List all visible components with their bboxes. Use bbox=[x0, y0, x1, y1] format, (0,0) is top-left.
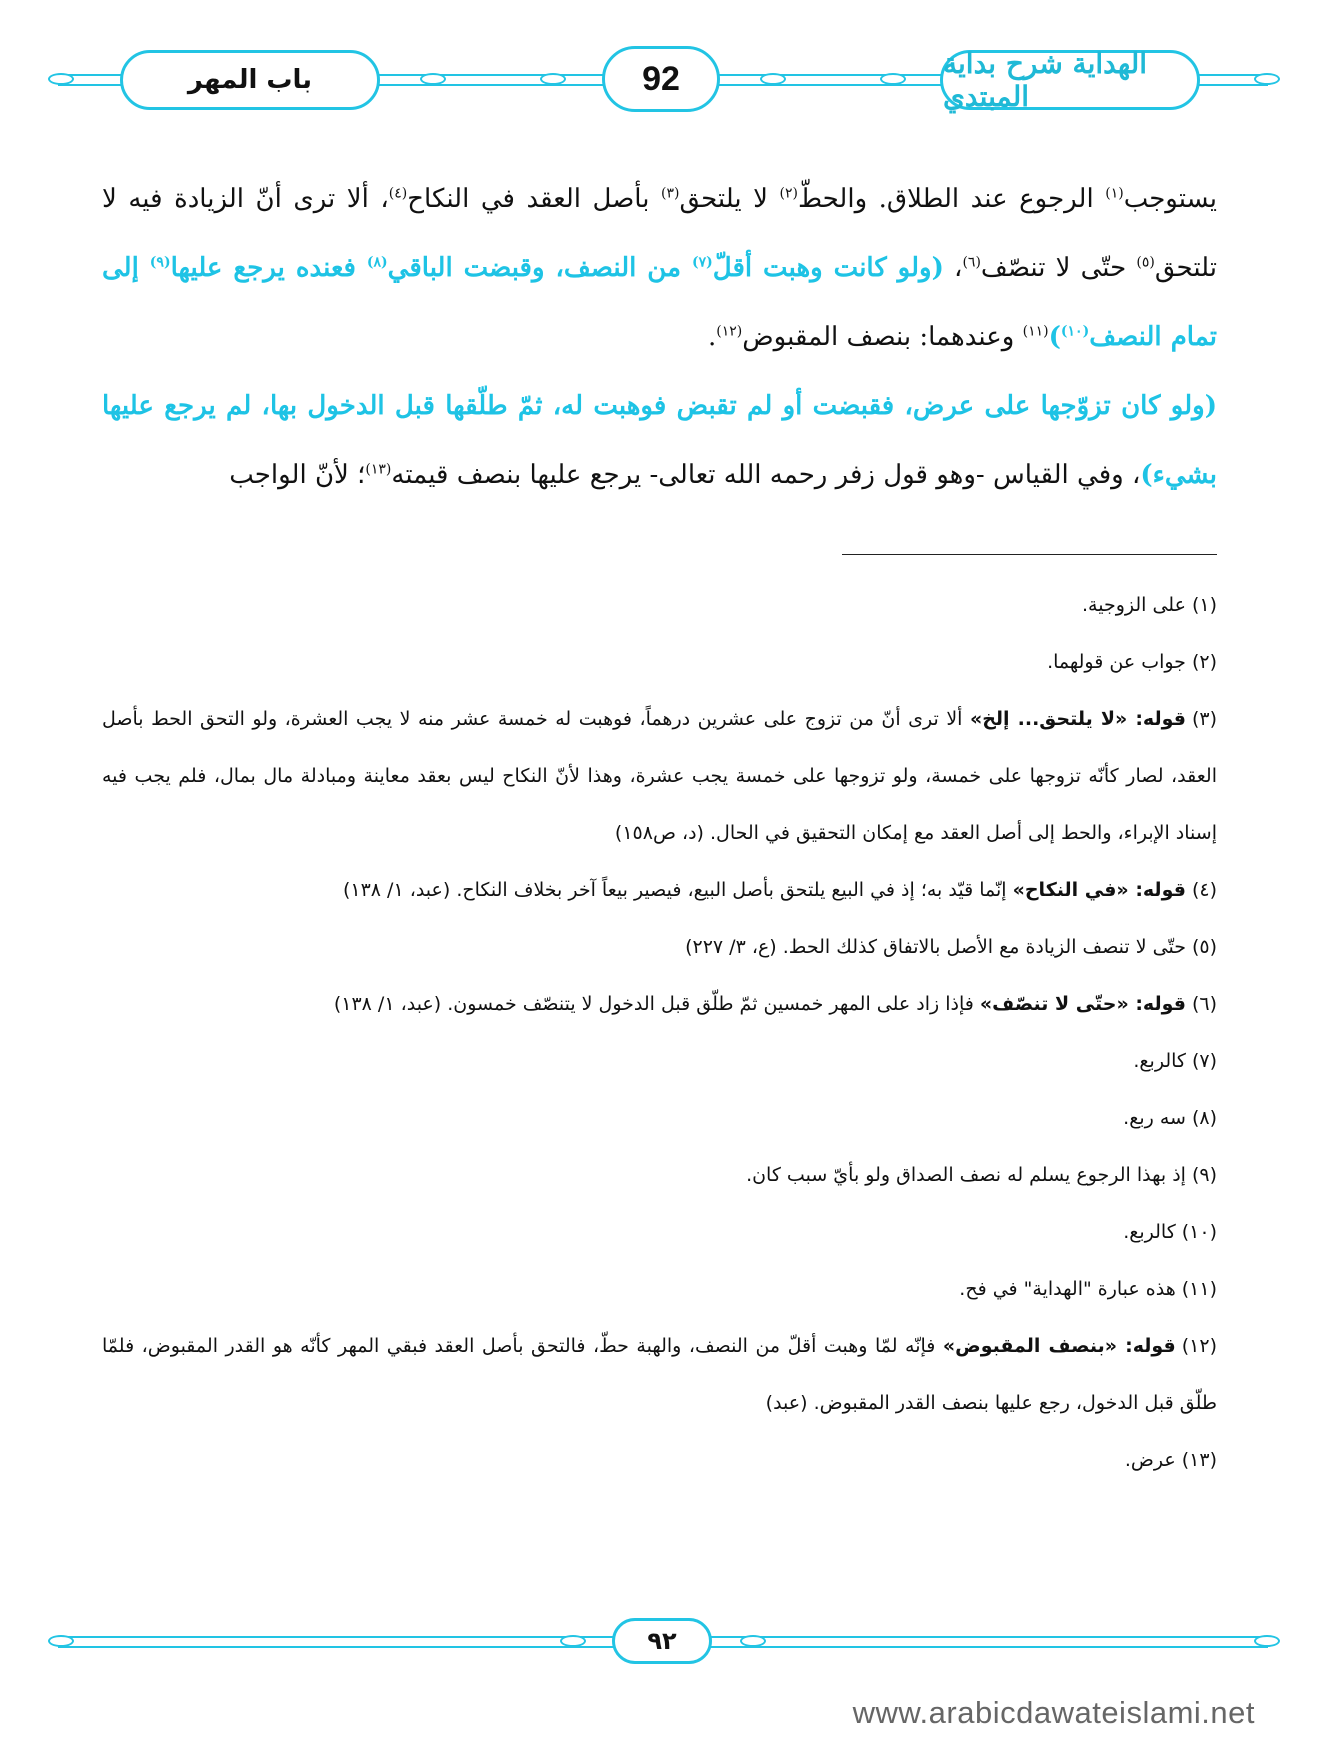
book-title: الهداية شرح بداية المبتدي bbox=[940, 50, 1200, 110]
footnote-text: كالربع. bbox=[1123, 1221, 1176, 1243]
footnote-ref: (١٠) bbox=[1060, 323, 1090, 340]
footnote-ref: (١١) bbox=[1022, 323, 1049, 340]
footnote-6 bbox=[102, 976, 1217, 1033]
footnote-text: كالربع. bbox=[1133, 1050, 1186, 1072]
footnote-3 bbox=[102, 691, 1217, 862]
footnote-number: (٧) bbox=[1191, 1050, 1217, 1072]
footnote-7 bbox=[102, 1033, 1217, 1090]
footnote-ref: (٤) bbox=[388, 185, 408, 202]
footnote-ref: (٥) bbox=[1136, 254, 1155, 271]
footnote-9 bbox=[102, 1147, 1217, 1204]
text-run: حتّى لا تنصّف bbox=[980, 253, 1137, 283]
right-ornament-icon bbox=[1254, 1635, 1280, 1647]
page-number: 92 bbox=[602, 46, 720, 112]
footnote-11 bbox=[102, 1261, 1217, 1318]
footnote-ref: (٧) bbox=[691, 254, 713, 271]
footnote-text: فإنّه لمّا وهبت أقلّ من النصف، والهبة حطّ، فالتحق بأصل العقد فبقي المهر كأنّه هو القدر المقبوض، فلمّا طلّق قبل الدخول، رجع عليها بنصف القدر المقبوض. (عبد) bbox=[102, 1335, 1217, 1414]
footnote-text: سه ربع. bbox=[1123, 1107, 1186, 1129]
footnote-number: (١٣) bbox=[1181, 1449, 1217, 1471]
text-run: ، bbox=[943, 253, 963, 283]
ornament-icon bbox=[880, 73, 906, 85]
footnote-ref: (١٢) bbox=[716, 323, 743, 340]
matn-text: (ولو كانت وهبت أقلّ bbox=[712, 253, 944, 283]
footnote-5 bbox=[102, 919, 1217, 976]
matn-text: (ولو كان تزوّجها على عرض، فقبضت أو لم تقبض فوهبت له، ثمّ طلّقها قبل الدخول بها، لم يرجع عليها بشيء) bbox=[102, 391, 1217, 490]
footnote-text: إذ بهذا الرجوع يسلم له نصف الصداق ولو بأيّ سبب كان. bbox=[746, 1164, 1186, 1186]
footnote-text: هذه عبارة "الهداية" في فح. bbox=[959, 1278, 1176, 1300]
matn-text: إلى تمام النصف bbox=[102, 253, 1217, 352]
footnote-label: قوله: «لا يلتحق... إلخ» bbox=[969, 708, 1186, 730]
footnote-4 bbox=[102, 862, 1217, 919]
footer-page-number: ٩٢ bbox=[612, 1618, 712, 1664]
text-run: يستوجب bbox=[1123, 184, 1217, 214]
website-url: www.arabicdawateislami.net bbox=[852, 1695, 1255, 1730]
footnote-text: حتّى لا تنصف الزيادة مع الأصل بالاتفاق كذلك الحط. (ع، ٣/ ٢٢٧) bbox=[685, 936, 1186, 958]
footnote-ref: (١٣) bbox=[365, 461, 392, 478]
footnote-number: (٩) bbox=[1191, 1164, 1217, 1186]
paragraph-1 bbox=[102, 165, 1217, 372]
footnote-number: (٣) bbox=[1191, 708, 1217, 730]
footnote-label: قوله: «بنصف المقبوض» bbox=[942, 1335, 1176, 1357]
footnote-2 bbox=[102, 634, 1217, 691]
matn-text: من النصف، وقبضت الباقي bbox=[387, 253, 692, 283]
page-footer bbox=[0, 1580, 1325, 1760]
footnote-8 bbox=[102, 1090, 1217, 1147]
text-run: لا يلتحق bbox=[679, 184, 780, 214]
footnote-ref: (٨) bbox=[366, 254, 388, 271]
footnote-ref: (٦) bbox=[962, 254, 981, 271]
ornament-icon bbox=[760, 73, 786, 85]
footnote-text: إنّما قيّد به؛ إذ في البيع يلتحق بأصل البيع، فيصير بيعاً آخر بخلاف النكاح. (عبد، ١/ ١٣٨) bbox=[342, 879, 1013, 901]
text-run: . bbox=[707, 322, 717, 352]
footnote-number: (١٢) bbox=[1181, 1335, 1217, 1357]
footnote-label: قوله: «في النكاح» bbox=[1012, 879, 1186, 901]
paragraph-2 bbox=[102, 372, 1217, 510]
footnote-text: جواب عن قولهما. bbox=[1047, 651, 1186, 673]
footnote-text: فإذا زاد على المهر خمسين ثمّ طلّق قبل الدخول لا يتنصّف خمسون. (عبد، ١/ ١٣٨) bbox=[333, 993, 980, 1015]
matn-text: فعنده يرجع عليها bbox=[170, 253, 367, 283]
footnote-10 bbox=[102, 1204, 1217, 1261]
ornament-icon bbox=[540, 73, 566, 85]
left-ornament-icon bbox=[48, 73, 74, 85]
footnote-number: (٨) bbox=[1191, 1107, 1217, 1129]
footnotes bbox=[102, 577, 1217, 1489]
text-run: ، ألا ترى أنّ الزيادة فيه لا تلتحق bbox=[102, 184, 1218, 283]
footnote-label: قوله: «حتّى لا تنصّف» bbox=[979, 993, 1186, 1015]
text-run: ؛ لأنّ الواجب bbox=[229, 460, 366, 490]
ornament-icon bbox=[740, 1635, 766, 1647]
footnote-number: (١١) bbox=[1181, 1278, 1217, 1300]
text-run: بأصل العقد في النكاح bbox=[407, 184, 661, 214]
footnote-text: عرض. bbox=[1124, 1449, 1176, 1471]
footnote-number: (٤) bbox=[1191, 879, 1217, 901]
footnote-ref: (٢) bbox=[779, 185, 798, 202]
text-run: وعندهما: بنصف المقبوض bbox=[742, 322, 1023, 352]
ornament-icon bbox=[560, 1635, 586, 1647]
page-header bbox=[0, 0, 1325, 160]
footnote-number: (٦) bbox=[1191, 993, 1217, 1015]
ornament-icon bbox=[420, 73, 446, 85]
text-run: الرجوع عند الطلاق. والحطّ bbox=[797, 184, 1106, 214]
chapter-title: باب المهر bbox=[120, 50, 380, 110]
left-ornament-icon bbox=[48, 1635, 74, 1647]
main-text bbox=[102, 165, 1217, 510]
footnote-number: (٢) bbox=[1191, 651, 1217, 673]
matn-text: ) bbox=[1048, 322, 1061, 352]
footnote-number: (١٠) bbox=[1181, 1221, 1217, 1243]
footnote-number: (١) bbox=[1191, 594, 1217, 616]
right-ornament-icon bbox=[1254, 73, 1280, 85]
footnote-1 bbox=[102, 577, 1217, 634]
text-run: ، وفي القياس -وهو قول زفر رحمه الله تعالى- يرجع عليها بنصف قيمته bbox=[391, 460, 1141, 490]
footnote-separator bbox=[842, 554, 1217, 555]
footnote-number: (٥) bbox=[1191, 936, 1217, 958]
footnote-ref: (٣) bbox=[660, 185, 680, 202]
footnote-13 bbox=[102, 1432, 1217, 1489]
footnote-ref: (٩) bbox=[149, 254, 171, 271]
footnote-12 bbox=[102, 1318, 1217, 1432]
footnote-ref: (١) bbox=[1105, 185, 1124, 202]
footnote-text: ألا ترى أنّ من تزوج على عشرين درهماً، فوهبت له خمسة عشر منه لا يجب العشرة، ولو التحق الحط بأصل العقد، لصار كأنّه تزوجها على خمسة، ولو تزوجها على خمسة يجب عشرة، وهذا لأنّ النكاح ليس بعقد معاينة ومبادلة مال بمال، فلم يجب فيه إسناد الإبراء، والحط إلى أصل العقد مع إمكان التحقيق في الحال. (د، ص١٥٨) bbox=[102, 708, 1217, 844]
footnote-text: على الزوجية. bbox=[1082, 594, 1186, 616]
